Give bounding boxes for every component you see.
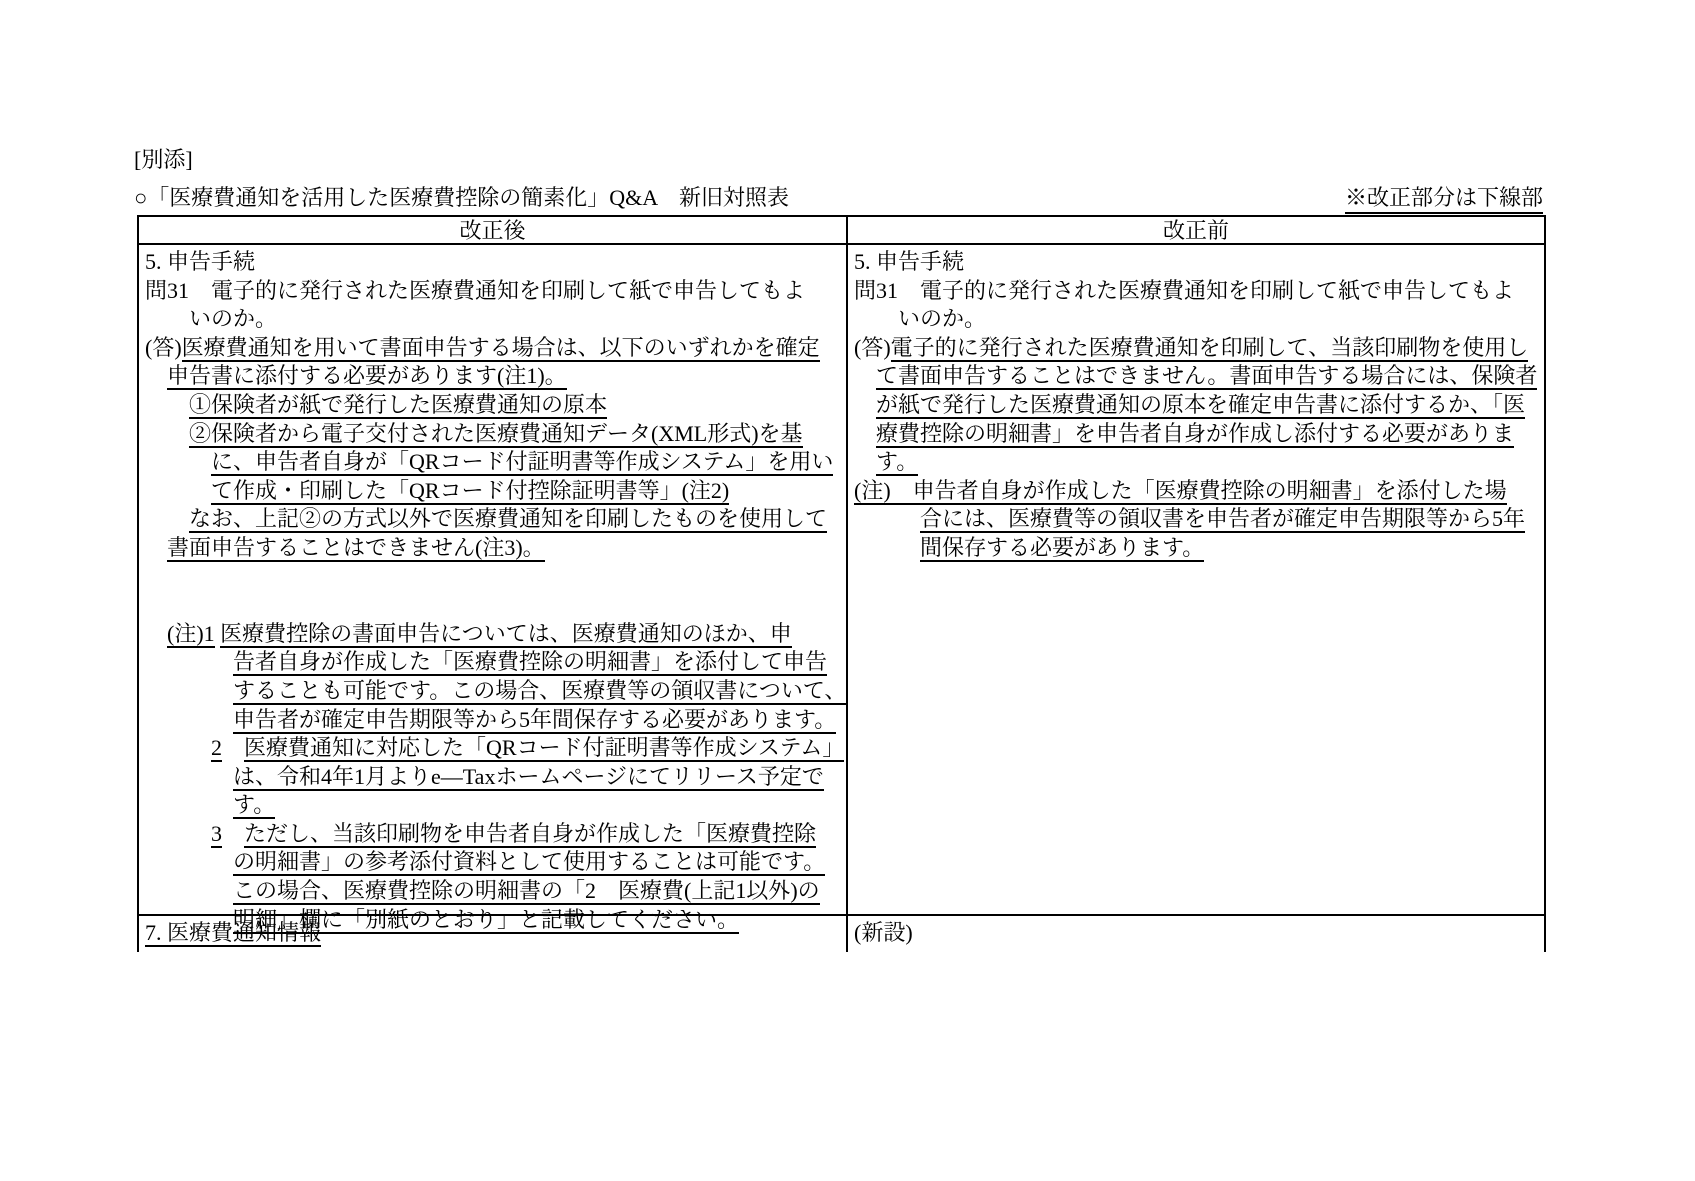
text-line: 7. 医療費通知情報 [145, 920, 322, 945]
text-line: この場合、医療費控除の明細書の「2 医療費(上記1以外)の [233, 878, 820, 904]
text-line: いのか。 [854, 306, 987, 332]
cell-before-revision [846, 245, 1544, 914]
text-line: 問31 電子的に発行された医療費通知を印刷して紙で申告してもよ [145, 277, 806, 303]
revision-note [1345, 184, 1543, 212]
text-line: が紙で発行した医療費通知の原本を確定申告書に添付するか、「医 [876, 391, 1526, 417]
cell-before-revision-section7 [846, 916, 1544, 952]
text-line: の明細書」の参考添付資料として使用することは可能です。 [233, 849, 826, 875]
revision-note-text: ※改正部分は下線部 [1345, 185, 1543, 214]
text-line: 告者自身が作成した「医療費控除の明細書」を添付して申告 [233, 649, 828, 675]
text-line: 療費控除の明細書」を申告者自身が作成し添付する必要がありま [876, 420, 1515, 446]
table-header-row [139, 217, 1544, 245]
text-line: て作成・印刷した「QRコード付控除証明書等」(注2) [211, 477, 730, 503]
text-line: に、申告者自身が「QRコード付証明書等作成システム」を用い [211, 449, 834, 475]
text-line: ①保険者が紙で発行した医療費通知の原本 [189, 391, 608, 417]
text-line: 間保存する必要があります。 [920, 534, 1205, 560]
text-line: (新設) [854, 920, 913, 945]
text-line: (注)1 医療費控除の書面申告については、医療費通知のほか、申 [167, 620, 792, 646]
text-line: なお、上記②の方式以外で医療費通知を印刷したものを使用して [189, 506, 828, 532]
attachment-label: [別添] [134, 147, 193, 172]
text-line: (答)電子的に発行された医療費通知を印刷して、当該印刷物を使用し [854, 334, 1529, 360]
text-line: 5. 申告手続 [854, 249, 965, 274]
text-line: 3 ただし、当該印刷物を申告者自身が作成した「医療費控除 [211, 820, 817, 846]
cell-after-revision-section7 [139, 916, 846, 952]
text-line: (答)医療費通知を用いて書面申告する場合は、以下のいずれかを確定 [145, 334, 820, 360]
text-line: 問31 電子的に発行された医療費通知を印刷して紙で申告してもよ [854, 277, 1515, 303]
table-header-before: 改正前 [846, 217, 1544, 245]
text-line: 合には、医療費等の領収書を申告者が確定申告期限等から5年 [920, 506, 1526, 532]
text-line: す。 [233, 792, 276, 818]
text-line: 5. 申告手続 [145, 249, 256, 274]
text-line: ②保険者から電子交付された医療費通知データ(XML形式)を基 [189, 420, 803, 446]
text-line: 明細」欄に「別紙のとおり」と記載してください。 [233, 906, 740, 932]
page-title: ○「医療費通知を活用した医療費控除の簡素化」Q&A 新旧対照表 [134, 185, 789, 210]
text-line: することも可能です。この場合、医療費等の領収書について、 [233, 677, 847, 703]
table-row [139, 914, 1544, 952]
text-line: て書面申告することはできません。書面申告する場合には、保険者 [876, 363, 1538, 389]
text-line: 書面申告することはできません(注3)。 [167, 534, 545, 560]
comparison-table [137, 215, 1546, 952]
table-row [139, 245, 1544, 932]
text-line: いのか。 [145, 306, 278, 332]
cell-after-revision [139, 245, 847, 932]
text-line [145, 591, 841, 620]
text-line: (注) 申告者自身が作成した「医療費控除の明細書」を添付した場 [854, 477, 1507, 503]
text-line [145, 563, 841, 592]
text-line: は、令和4年1月よりe—Taxホームページにてリリース予定で [233, 763, 824, 789]
text-line: 申告者が確定申告期限等から5年間保存する必要があります。 [233, 706, 837, 732]
text-line: す。 [876, 449, 919, 475]
table-header-after: 改正後 [139, 217, 846, 245]
text-line: 申告書に添付する必要があります(注1)。 [167, 363, 567, 389]
text-line: 2 医療費通知に対応した「QRコード付証明書等作成システム」 [211, 735, 845, 761]
